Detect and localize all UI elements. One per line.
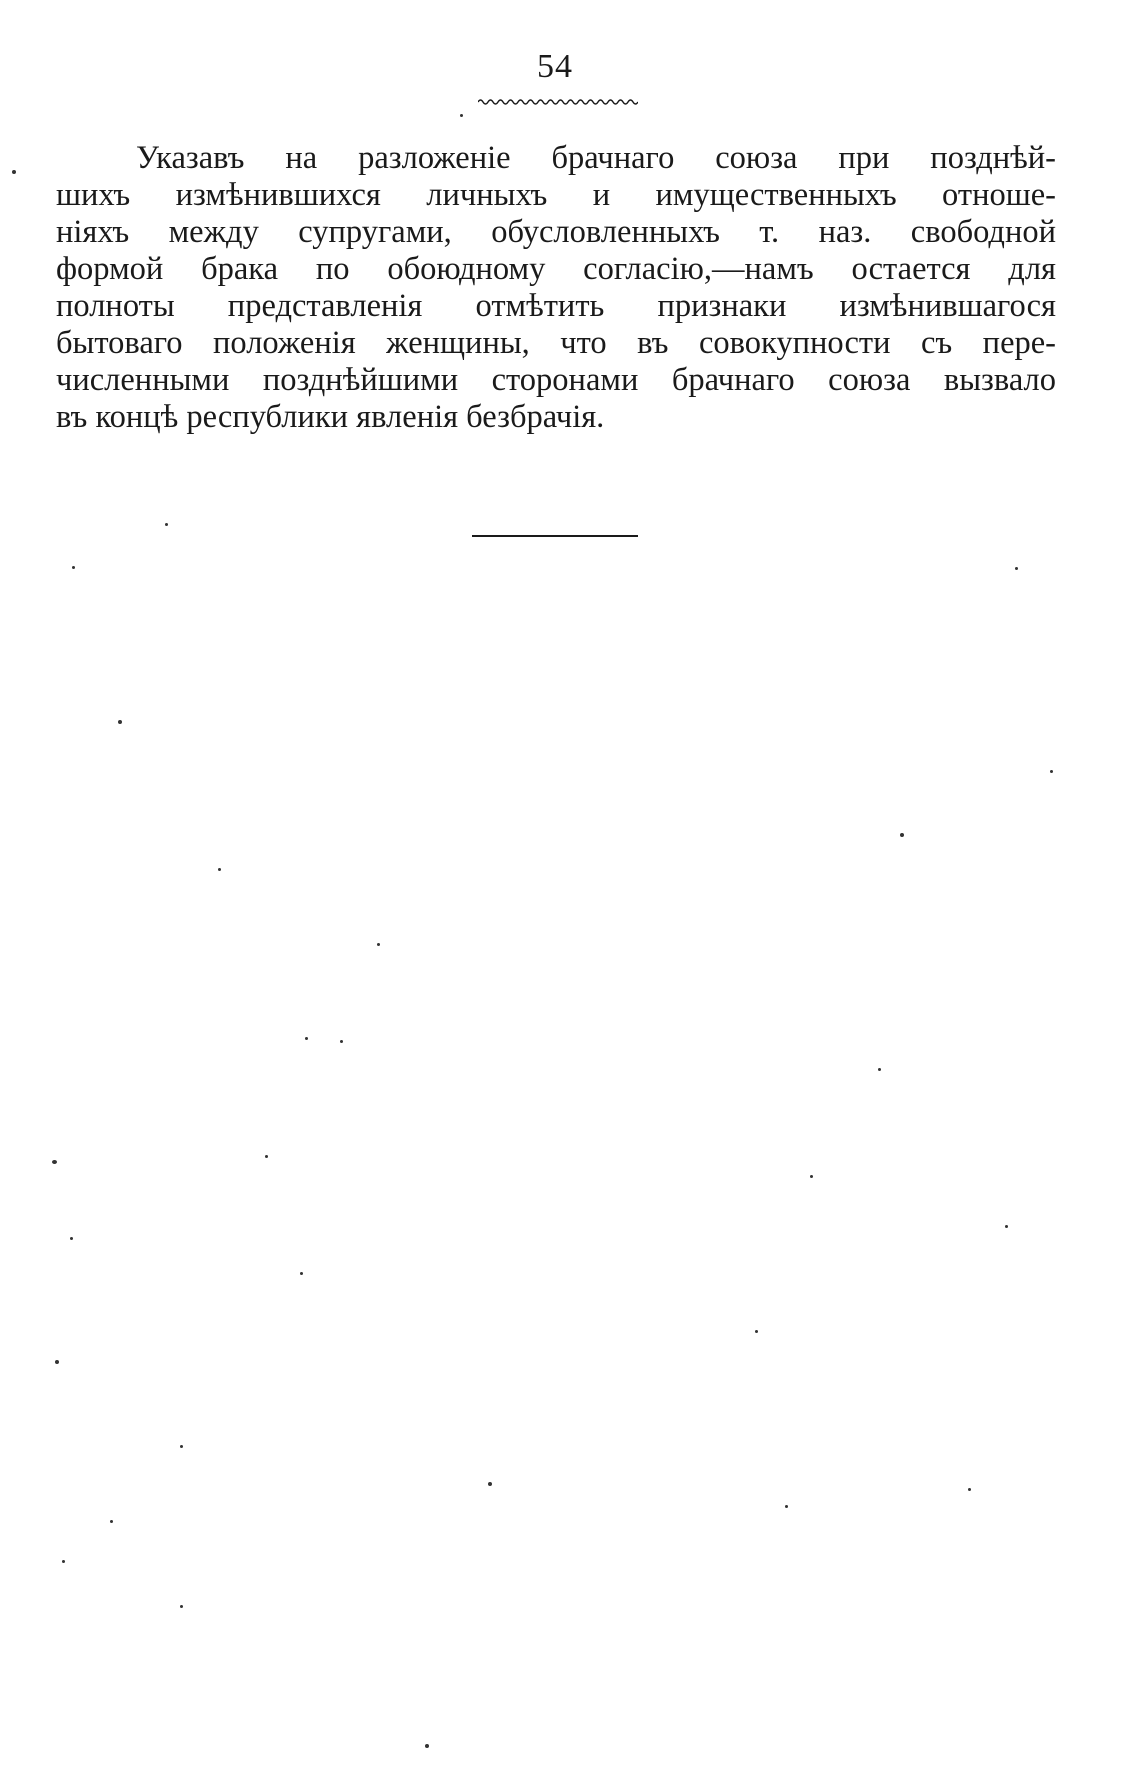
scan-speck <box>55 1360 59 1364</box>
page-number: 54 <box>537 48 573 85</box>
scan-speck <box>755 1330 758 1333</box>
scan-speck <box>218 868 221 871</box>
scan-speck <box>110 1520 113 1523</box>
paragraph-line: ніяхъ между супругами, обусловленныхъ т. наз. свободной <box>56 214 1056 250</box>
scan-speck <box>1050 770 1053 773</box>
paragraph-line: бытоваго положенія женщины, что въ совокупности съ пере- <box>56 325 1056 361</box>
scan-speck <box>425 1744 429 1748</box>
scan-speck <box>488 1482 492 1486</box>
scan-speck <box>305 1037 308 1040</box>
paragraph-line: численными позднѣйшими сторонами брачнаго союза вызвало <box>56 362 1056 398</box>
scan-speck <box>12 170 16 174</box>
scan-speck <box>300 1272 303 1275</box>
scan-speck <box>52 1160 57 1164</box>
scan-speck <box>968 1488 971 1491</box>
paragraph-line: формой брака по обоюдному согласію,—намъ остается для <box>56 251 1056 287</box>
scan-speck <box>878 1068 881 1071</box>
scan-speck <box>70 1237 73 1240</box>
scan-speck <box>180 1445 183 1448</box>
scan-speck <box>460 114 463 117</box>
paragraph-line: въ концѣ республики явленія безбрачія. <box>56 399 605 435</box>
scan-speck <box>118 720 122 724</box>
section-end-rule <box>472 535 638 537</box>
scan-speck <box>377 943 380 946</box>
scan-speck <box>340 1040 343 1043</box>
paragraph-line: шихъ измѣнившихся личныхъ и имущественныхъ отноше- <box>56 177 1056 213</box>
scan-speck <box>62 1560 65 1563</box>
scan-speck <box>785 1505 788 1508</box>
scan-speck <box>265 1155 268 1158</box>
scan-speck <box>180 1605 183 1608</box>
scan-speck <box>1015 567 1018 570</box>
page-number-ornament <box>478 98 638 106</box>
paragraph-line: полноты представленія отмѣтить признаки измѣнившагося <box>56 288 1056 324</box>
scan-speck <box>900 833 904 837</box>
body-paragraph <box>56 140 1056 436</box>
paragraph-line: Указавъ на разложеніе брачнаго союза при позднѣй- <box>136 140 1056 176</box>
scan-speck <box>165 523 168 526</box>
scan-speck <box>72 566 75 569</box>
scan-speck <box>810 1175 813 1178</box>
scan-speck <box>1005 1225 1008 1228</box>
